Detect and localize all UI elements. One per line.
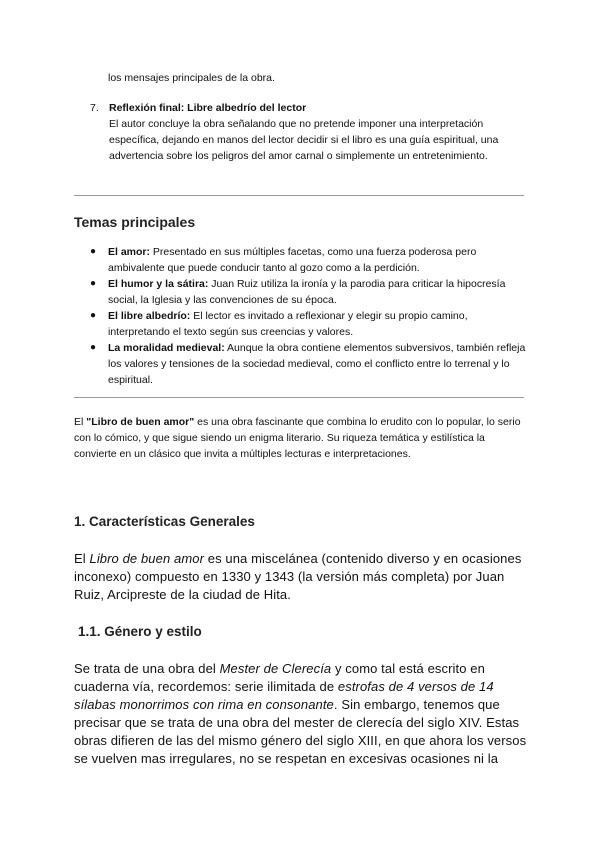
bullet-label: La moralidad medieval:	[108, 342, 225, 354]
section-1-paragraph	[74, 550, 534, 604]
section-heading-temas: Temas principales	[74, 214, 196, 230]
list-number: 7.	[90, 102, 99, 114]
bullet-label: El humor y la sátira:	[108, 278, 209, 290]
horizontal-rule	[74, 397, 524, 398]
book-title-bold: "Libro de buen amor"	[86, 416, 195, 428]
temas-bullet-list	[90, 244, 530, 388]
p1-italic-title: Libro de buen amor	[89, 551, 205, 566]
continuation-line: los mensajes principales de la obra.	[108, 72, 275, 84]
horizontal-rule	[74, 195, 524, 196]
conclusion-pre: El	[74, 416, 87, 428]
list-item-body: El autor concluye la obra señalando que no pretende imponer una interpretación específica, dejando en manos del lector decidir si el libro es una guía espiritual, una advertencia sobre los peligros del amor carnal o simplemente un entretenimiento.	[109, 118, 499, 162]
p2-italic-estrofas: estrofas de 4 versos de 14 sílabas monorrimos con rima en consonante	[74, 679, 494, 712]
section-heading-1-1: 1.1. Género y estilo	[78, 624, 202, 639]
bullet-item	[90, 308, 530, 340]
bullet-label: El amor:	[108, 246, 151, 258]
list-item-title: Reflexión final: Libre albedrío del lector	[109, 102, 307, 114]
conclusion-paragraph	[74, 414, 530, 462]
bullet-item	[90, 244, 530, 276]
bullet-label: El libre albedrío:	[108, 310, 191, 322]
bullet-icon: ●	[90, 342, 97, 353]
bullet-text: Juan Ruiz utiliza la ironía y la parodia para criticar la hipocresía social, la Iglesia y las convenciones de su época.	[108, 278, 506, 306]
p1-post: es una miscelánea (contenido diverso y en ocasiones inconexo) compuesto en 1330 y 1343 (la versión más completa) por Juan Ruiz, Arcipreste de la ciudad de Hita.	[74, 551, 522, 602]
conclusion-post: es una obra fascinante que combina lo erudito con lo popular, lo serio con lo cómico, y que sigue siendo un enigma literario. Su riqueza temática y estilística la convierte en un clásico que invita a múltiples lecturas e interpretaciones.	[74, 416, 521, 460]
bullet-item	[90, 276, 530, 308]
bullet-icon: ●	[90, 278, 97, 289]
bullet-item	[90, 340, 530, 388]
p2-italic-mester: Mester de Clerecía	[219, 661, 332, 676]
p1-pre: El	[74, 551, 90, 566]
section-heading-1: 1. Características Generales	[74, 514, 255, 529]
bullet-text: Presentado en sus múltiples facetas, como una fuerza poderosa pero ambivalente que puede conducir tanto al gozo como a la perdición.	[108, 246, 477, 274]
bullet-icon: ●	[90, 310, 97, 321]
p2-c: y como tal está escrito en cuaderna vía, recordemos: serie ilimitada de	[74, 661, 485, 694]
bullet-text: Aunque la obra contiene elementos subversivos, también refleja los valores y tensiones de la sociedad medieval, como el conflicto entre lo terrenal y lo espiritual.	[108, 342, 526, 386]
bullet-text: El lector es invitado a reflexionar y elegir su propio camino, interpretando el texto según sus creencias y valores.	[108, 310, 468, 338]
bullet-icon: ●	[90, 246, 97, 257]
p2-a: Se trata de una obra del	[74, 661, 220, 676]
section-1-1-paragraph	[74, 660, 534, 768]
p2-e: . Sin embargo, tenemos que precisar que se trata de una obra del mester de clerecía del siglo XIV. Estas obras difieren de las del mismo género del siglo XIII, en que ahora los versos se vuelven mas irregulares, no se respetan en excesivas ocasiones ni la	[74, 697, 527, 766]
